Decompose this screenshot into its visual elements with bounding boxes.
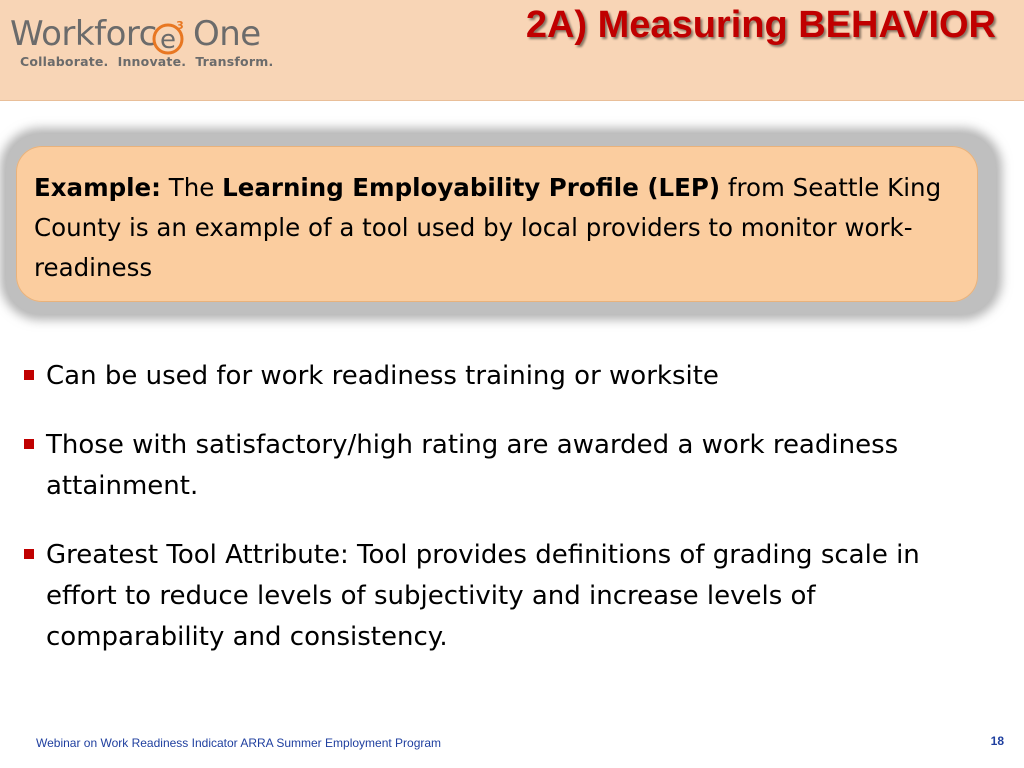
- logo-tagline: Collaborate. Innovate. Transform.: [20, 54, 274, 69]
- square-bullet-icon: [24, 549, 34, 559]
- bullet-item: [24, 356, 866, 397]
- logo-mark-letter: e: [160, 25, 176, 55]
- workforce-one-logo: [8, 14, 278, 76]
- bullet-text: Can be used for work readiness training or worksite: [46, 361, 719, 391]
- bullet-text: Greatest Tool Attribute: Tool provides definitions of grading scale in effort to reduce levels of subjectivity and increase levels of comparability and consistency.: [46, 540, 920, 652]
- callout-pre: The: [160, 173, 223, 202]
- bullet-item: [24, 535, 976, 658]
- square-bullet-icon: [24, 370, 34, 380]
- footer-text: Webinar on Work Readiness Indicator ARRA Summer Employment Program: [36, 736, 442, 750]
- callout-rest: from Seattle King County is an example of a tool used by local providers to monitor work-readiness: [34, 173, 942, 282]
- logo-mark-superscript: 3: [176, 19, 184, 32]
- callout-text: [34, 168, 974, 288]
- slide-title: 2A) Measuring BEHAVIOR: [525, 4, 996, 46]
- bullet-item: [24, 425, 916, 507]
- page-number: 18: [990, 734, 1004, 748]
- callout-lead: Example:: [34, 173, 161, 202]
- callout-emphasis: Learning Employability Profile (LEP): [222, 173, 721, 202]
- logo-word-one: One: [193, 14, 261, 54]
- example-callout-box: [16, 146, 978, 302]
- bullet-text: Those with satisfactory/high rating are awarded a work readiness attainment.: [46, 430, 899, 501]
- logo-word-workforce: Workforc: [10, 14, 157, 54]
- square-bullet-icon: [24, 439, 34, 449]
- bullet-list: [24, 356, 984, 686]
- e3-logo-icon: [150, 17, 190, 57]
